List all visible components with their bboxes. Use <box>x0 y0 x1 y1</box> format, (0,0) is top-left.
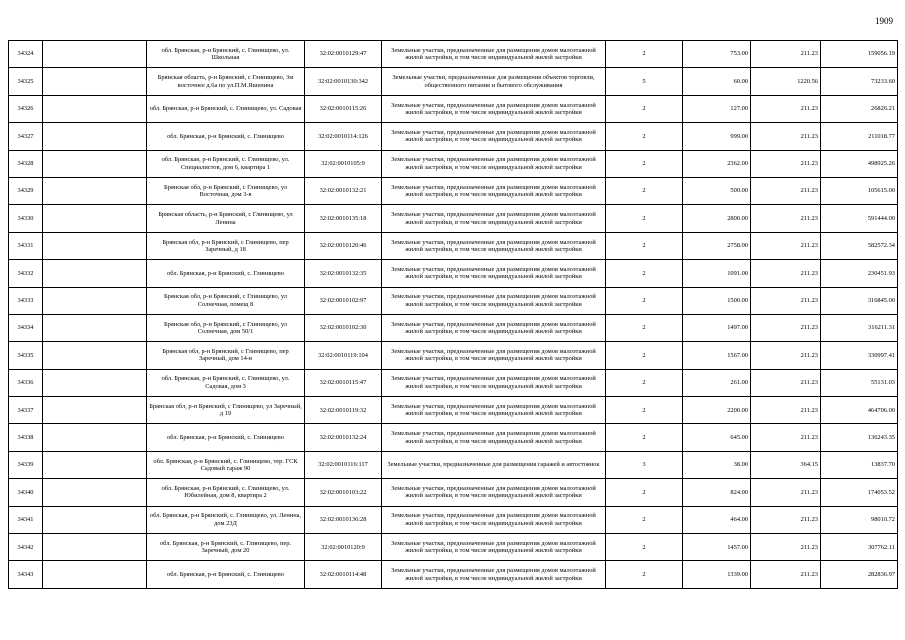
use-group-cell: 2 <box>606 95 683 122</box>
table-body <box>9 41 898 589</box>
table-row <box>9 123 898 150</box>
address-cell: Брянская обл, р-н Брянский, с Глинищево, ул Заречный, д 19 <box>147 397 305 424</box>
row-number-cell: 34338 <box>9 424 43 451</box>
address-cell: обл. Брянская, р-н Брянский, с. Глинищево <box>147 561 305 588</box>
use-group-cell: 2 <box>606 123 683 150</box>
blank-cell <box>43 369 147 396</box>
blank-cell <box>43 260 147 287</box>
use-group-cell: 2 <box>606 534 683 561</box>
use-group-cell: 2 <box>606 260 683 287</box>
cadastral-value-cell: 591444.00 <box>821 205 898 232</box>
area-cell: 645.00 <box>683 424 751 451</box>
use-group-cell: 2 <box>606 506 683 533</box>
area-cell: 1567.00 <box>683 342 751 369</box>
cadastral-number-cell: 32:02:0010129:47 <box>305 41 382 68</box>
permitted-use-cell: Земельные участки, предназначенные для размещения гаражей и автостоянок <box>382 451 606 478</box>
row-number-cell: 34329 <box>9 177 43 204</box>
cadastral-number-cell: 32:02:0010114:126 <box>305 123 382 150</box>
blank-cell <box>43 41 147 68</box>
cadastral-number-cell: 32:02:0010130:342 <box>305 68 382 95</box>
blank-cell <box>43 451 147 478</box>
specific-value-cell: 211.23 <box>751 342 821 369</box>
blank-cell <box>43 287 147 314</box>
cadastral-value-cell: 174053.52 <box>821 479 898 506</box>
area-cell: 2758.00 <box>683 232 751 259</box>
permitted-use-cell: Земельные участки, предназначенные для размещения домов малоэтажной жилой застройки, в том числе индивидуальной жилой застройки <box>382 287 606 314</box>
table-row <box>9 41 898 68</box>
permitted-use-cell: Земельные участки, предназначенные для размещения домов малоэтажной жилой застройки, в том числе индивидуальной жилой застройки <box>382 314 606 341</box>
specific-value-cell: 211.23 <box>751 479 821 506</box>
cadastral-value-cell: 230451.93 <box>821 260 898 287</box>
permitted-use-cell: Земельные участки, предназначенные для размещения домов малоэтажной жилой застройки, в том числе индивидуальной жилой застройки <box>382 424 606 451</box>
row-number-cell: 34335 <box>9 342 43 369</box>
permitted-use-cell: Земельные участки, предназначенные для размещения домов малоэтажной жилой застройки, в том числе индивидуальной жилой застройки <box>382 205 606 232</box>
blank-cell <box>43 424 147 451</box>
area-cell: 2800.00 <box>683 205 751 232</box>
table-row <box>9 479 898 506</box>
specific-value-cell: 211.23 <box>751 41 821 68</box>
cadastral-value-cell: 316211.31 <box>821 314 898 341</box>
address-cell: обл. Брянская, р-н Брянский, с. Глинищево <box>147 123 305 150</box>
area-cell: 1457.00 <box>683 534 751 561</box>
specific-value-cell: 211.23 <box>751 177 821 204</box>
use-group-cell: 2 <box>606 287 683 314</box>
permitted-use-cell: Земельные участки, предназначенные для размещения домов малоэтажной жилой застройки, в том числе индивидуальной жилой застройки <box>382 397 606 424</box>
permitted-use-cell: Земельные участки, предназначенные для размещения домов малоэтажной жилой застройки, в том числе индивидуальной жилой застройки <box>382 41 606 68</box>
cadastral-value-cell: 330997.41 <box>821 342 898 369</box>
use-group-cell: 2 <box>606 424 683 451</box>
row-number-cell: 34342 <box>9 534 43 561</box>
use-group-cell: 2 <box>606 561 683 588</box>
cadastral-value-cell: 498925.26 <box>821 150 898 177</box>
use-group-cell: 2 <box>606 342 683 369</box>
permitted-use-cell: Земельные участки, предназначенные для размещения домов малоэтажной жилой застройки, в том числе индивидуальной жилой застройки <box>382 123 606 150</box>
table-row <box>9 369 898 396</box>
cadastral-value-cell: 582572.34 <box>821 232 898 259</box>
table-row <box>9 150 898 177</box>
address-cell: Брянская область, р-н Брянский, с Глинищево, 3м восточнее д.6а по ул.П.М.Яшенина <box>147 68 305 95</box>
address-cell: обл. Брянская, р-н Брянский, с. Глинищево, тер. ГСК Садовый гараж 90 <box>147 451 305 478</box>
blank-cell <box>43 123 147 150</box>
row-number-cell: 34334 <box>9 314 43 341</box>
address-cell: Брянская обл, р-н Брянский, с Глинищево, пер Заречный, д 18 <box>147 232 305 259</box>
blank-cell <box>43 68 147 95</box>
land-plots-table <box>8 40 898 589</box>
cadastral-value-cell: 55131.03 <box>821 369 898 396</box>
table-row <box>9 95 898 122</box>
cadastral-number-cell: 32:02:0010116:117 <box>305 451 382 478</box>
specific-value-cell: 211.23 <box>751 397 821 424</box>
row-number-cell: 34340 <box>9 479 43 506</box>
blank-cell <box>43 342 147 369</box>
area-cell: 60.00 <box>683 68 751 95</box>
cadastral-number-cell: 32:02:0010103:22 <box>305 479 382 506</box>
area-cell: 1339.00 <box>683 561 751 588</box>
table-row <box>9 561 898 588</box>
table-row <box>9 397 898 424</box>
permitted-use-cell: Земельные участки, предназначенные для размещения домов малоэтажной жилой застройки, в том числе индивидуальной жилой застройки <box>382 232 606 259</box>
specific-value-cell: 211.23 <box>751 287 821 314</box>
specific-value-cell: 211.23 <box>751 232 821 259</box>
area-cell: 824.00 <box>683 479 751 506</box>
address-cell: обл. Брянская, р-н Брянский, с. Глинищево, ул. Юбилейная, дом 8, квартира 2 <box>147 479 305 506</box>
area-cell: 1497.00 <box>683 314 751 341</box>
cadastral-value-cell: 282836.97 <box>821 561 898 588</box>
address-cell: обл. Брянская, р-н Брянский, с. Глинищево, ул. Ленина, дом 23Д <box>147 506 305 533</box>
use-group-cell: 2 <box>606 479 683 506</box>
specific-value-cell: 211.23 <box>751 424 821 451</box>
permitted-use-cell: Земельные участки, предназначенные для размещения домов малоэтажной жилой застройки, в том числе индивидуальной жилой застройки <box>382 342 606 369</box>
address-cell: Брянская обл, р-н Брянский, с Глинищево, ул Солнечная, дом 50/1 <box>147 314 305 341</box>
cadastral-number-cell: 32:02:0010115:47 <box>305 369 382 396</box>
cadastral-value-cell: 13837.70 <box>821 451 898 478</box>
row-number-cell: 34331 <box>9 232 43 259</box>
table-row <box>9 232 898 259</box>
area-cell: 261.00 <box>683 369 751 396</box>
row-number-cell: 34332 <box>9 260 43 287</box>
blank-cell <box>43 95 147 122</box>
blank-cell <box>43 534 147 561</box>
permitted-use-cell: Земельные участки, предназначенные для размещения домов малоэтажной жилой застройки, в том числе индивидуальной жилой застройки <box>382 369 606 396</box>
permitted-use-cell: Земельные участки, предназначенные для размещения домов малоэтажной жилой застройки, в том числе индивидуальной жилой застройки <box>382 534 606 561</box>
table-row <box>9 68 898 95</box>
table-row <box>9 424 898 451</box>
area-cell: 500.00 <box>683 177 751 204</box>
blank-cell <box>43 177 147 204</box>
table-row <box>9 260 898 287</box>
specific-value-cell: 211.23 <box>751 95 821 122</box>
use-group-cell: 2 <box>606 205 683 232</box>
blank-cell <box>43 479 147 506</box>
address-cell: обл. Брянская, р-н Брянский, с. Глинищево <box>147 260 305 287</box>
address-cell: Брянская обл, р-н Брянский, с Глинищево, ул Солнечная, помещ 8 <box>147 287 305 314</box>
cadastral-number-cell: 32:02:0010132:35 <box>305 260 382 287</box>
area-cell: 753.00 <box>683 41 751 68</box>
cadastral-value-cell: 105615.00 <box>821 177 898 204</box>
use-group-cell: 3 <box>606 451 683 478</box>
specific-value-cell: 211.23 <box>751 260 821 287</box>
address-cell: обл. Брянская, р-н Брянский, с. Глинищево, ул. Садовая <box>147 95 305 122</box>
cadastral-value-cell: 98010.72 <box>821 506 898 533</box>
row-number-cell: 34333 <box>9 287 43 314</box>
table-row <box>9 506 898 533</box>
blank-cell <box>43 397 147 424</box>
blank-cell <box>43 314 147 341</box>
table-row <box>9 287 898 314</box>
address-cell: Брянская область, р-н Брянский, с Глинищево, ул Ленина <box>147 205 305 232</box>
cadastral-number-cell: 32:02:0010136:28 <box>305 506 382 533</box>
cadastral-number-cell: 32:02:0010114:48 <box>305 561 382 588</box>
table-row <box>9 451 898 478</box>
row-number-cell: 34339 <box>9 451 43 478</box>
row-number-cell: 34337 <box>9 397 43 424</box>
row-number-cell: 34325 <box>9 68 43 95</box>
address-cell: обл. Брянская, р-н Брянский, с. Глинищево <box>147 424 305 451</box>
area-cell: 464.00 <box>683 506 751 533</box>
cadastral-number-cell: 32:02:0010102:30 <box>305 314 382 341</box>
blank-cell <box>43 232 147 259</box>
area-cell: 2200.00 <box>683 397 751 424</box>
specific-value-cell: 364.15 <box>751 451 821 478</box>
cadastral-value-cell: 316845.00 <box>821 287 898 314</box>
row-number-cell: 34336 <box>9 369 43 396</box>
cadastral-number-cell: 32:02:0010132:24 <box>305 424 382 451</box>
permitted-use-cell: Земельные участки, предназначенные для размещения домов малоэтажной жилой застройки, в том числе индивидуальной жилой застройки <box>382 177 606 204</box>
cadastral-value-cell: 211018.77 <box>821 123 898 150</box>
permitted-use-cell: Земельные участки, предназначенные для размещения домов малоэтажной жилой застройки, в том числе индивидуальной жилой застройки <box>382 260 606 287</box>
address-cell: обл. Брянская, р-н Брянский, с. Глинищево, ул. Садовая, дом 3 <box>147 369 305 396</box>
cadastral-number-cell: 32:02:0010132:21 <box>305 177 382 204</box>
cadastral-value-cell: 464706.00 <box>821 397 898 424</box>
specific-value-cell: 1220.56 <box>751 68 821 95</box>
blank-cell <box>43 506 147 533</box>
page-number: 1909 <box>875 16 893 26</box>
cadastral-number-cell: 32:02:0010120:46 <box>305 232 382 259</box>
area-cell: 1500.00 <box>683 287 751 314</box>
cadastral-value-cell: 26826.21 <box>821 95 898 122</box>
row-number-cell: 34324 <box>9 41 43 68</box>
table-row <box>9 342 898 369</box>
specific-value-cell: 211.23 <box>751 561 821 588</box>
use-group-cell: 2 <box>606 41 683 68</box>
address-cell: обл. Брянская, р-н Брянский, с. Глинищево, ул. Школьная <box>147 41 305 68</box>
address-cell: Брянская обл, р-н Брянский, с Глинищево, пер Заречный, дом 14-в <box>147 342 305 369</box>
use-group-cell: 2 <box>606 397 683 424</box>
cadastral-value-cell: 136243.35 <box>821 424 898 451</box>
permitted-use-cell: Земельные участки, предназначенные для размещения домов малоэтажной жилой застройки, в том числе индивидуальной жилой застройки <box>382 561 606 588</box>
permitted-use-cell: Земельные участки, предназначенные для размещения домов малоэтажной жилой застройки, в том числе индивидуальной жилой застройки <box>382 95 606 122</box>
cadastral-number-cell: 32:02:0010119:32 <box>305 397 382 424</box>
address-cell: обл. Брянская, р-н Брянский, с. Глинищево, ул. Специалистов, дом 6, квартира 1 <box>147 150 305 177</box>
table-row <box>9 534 898 561</box>
row-number-cell: 34341 <box>9 506 43 533</box>
cadastral-number-cell: 32:02:0010102:97 <box>305 287 382 314</box>
permitted-use-cell: Земельные участки, предназначенные для размещения объектов торговли, общественного питания и бытового обслуживания <box>382 68 606 95</box>
cadastral-value-cell: 159056.19 <box>821 41 898 68</box>
row-number-cell: 34327 <box>9 123 43 150</box>
cadastral-number-cell: 32:02:0010135:18 <box>305 205 382 232</box>
specific-value-cell: 211.23 <box>751 314 821 341</box>
cadastral-number-cell: 32:02:0010115:26 <box>305 95 382 122</box>
area-cell: 2362.00 <box>683 150 751 177</box>
address-cell: Брянская обл, р-н Брянский, с Глинищево, ул Восточная, дом 3-в <box>147 177 305 204</box>
cadastral-number-cell: 32:02:0010120:9 <box>305 534 382 561</box>
permitted-use-cell: Земельные участки, предназначенные для размещения домов малоэтажной жилой застройки, в том числе индивидуальной жилой застройки <box>382 506 606 533</box>
permitted-use-cell: Земельные участки, предназначенные для размещения домов малоэтажной жилой застройки, в том числе индивидуальной жилой застройки <box>382 150 606 177</box>
row-number-cell: 34343 <box>9 561 43 588</box>
area-cell: 38.00 <box>683 451 751 478</box>
row-number-cell: 34328 <box>9 150 43 177</box>
use-group-cell: 2 <box>606 177 683 204</box>
cadastral-value-cell: 73233.60 <box>821 68 898 95</box>
use-group-cell: 5 <box>606 68 683 95</box>
row-number-cell: 34326 <box>9 95 43 122</box>
specific-value-cell: 211.23 <box>751 123 821 150</box>
permitted-use-cell: Земельные участки, предназначенные для размещения домов малоэтажной жилой застройки, в том числе индивидуальной жилой застройки <box>382 479 606 506</box>
area-cell: 127.00 <box>683 95 751 122</box>
blank-cell <box>43 561 147 588</box>
table-row <box>9 177 898 204</box>
table-row <box>9 205 898 232</box>
use-group-cell: 2 <box>606 369 683 396</box>
specific-value-cell: 211.23 <box>751 369 821 396</box>
cadastral-value-cell: 307762.11 <box>821 534 898 561</box>
area-cell: 1091.00 <box>683 260 751 287</box>
area-cell: 999.00 <box>683 123 751 150</box>
row-number-cell: 34330 <box>9 205 43 232</box>
table-row <box>9 314 898 341</box>
specific-value-cell: 211.23 <box>751 205 821 232</box>
blank-cell <box>43 150 147 177</box>
cadastral-number-cell: 32:02:0010119:104 <box>305 342 382 369</box>
use-group-cell: 2 <box>606 150 683 177</box>
specific-value-cell: 211.23 <box>751 150 821 177</box>
use-group-cell: 2 <box>606 314 683 341</box>
blank-cell <box>43 205 147 232</box>
specific-value-cell: 211.23 <box>751 506 821 533</box>
address-cell: обл. Брянская, р-н Брянский, с. Глинищево, пер. Заречный, дом 20 <box>147 534 305 561</box>
use-group-cell: 2 <box>606 232 683 259</box>
specific-value-cell: 211.23 <box>751 534 821 561</box>
cadastral-number-cell: 32:02:0010105:9 <box>305 150 382 177</box>
